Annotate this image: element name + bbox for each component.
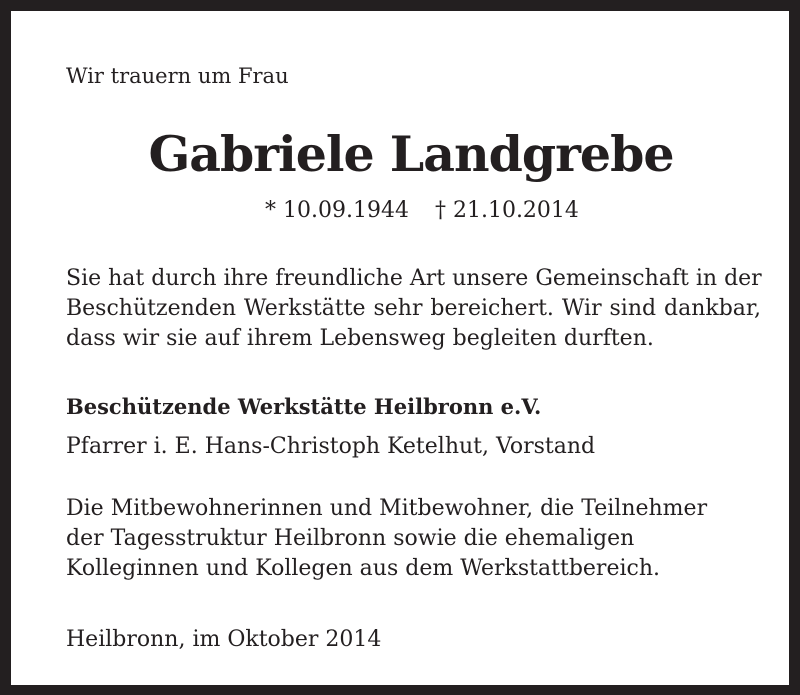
signatory: Pfarrer i. E. Hans-Christoph Ketelhut, Vorstand <box>66 434 596 459</box>
tribute-line: Beschützenden Werkstätte sehr bereichert. Wir sind dankbar, <box>66 296 761 321</box>
mourners-line: Kolleginnen und Kollegen aus dem Werkstattbereich. <box>66 556 660 581</box>
birth-date: * 10.09.1944 <box>265 198 409 223</box>
tribute-paragraph <box>66 264 761 354</box>
mourners-line: Die Mitbewohnerinnen und Mitbewohner, die Teilnehmer <box>66 496 708 521</box>
death-date: † 21.10.2014 <box>434 198 579 223</box>
tribute-line: dass wir sie auf ihrem Lebensweg begleiten durften. <box>66 326 654 351</box>
place-and-date: Heilbronn, im Oktober 2014 <box>66 627 382 652</box>
life-dates <box>265 196 579 226</box>
deceased-name: Gabriele Landgrebe <box>148 125 674 183</box>
intro-text: Wir trauern um Frau <box>66 64 289 88</box>
organization-name: Beschützende Werkstätte Heilbronn e.V. <box>66 394 542 419</box>
mourners-line: der Tagesstruktur Heilbronn sowie die ehemaligen <box>66 526 635 551</box>
tribute-line: Sie hat durch ihre freundliche Art unsere Gemeinschaft in der <box>66 266 762 291</box>
mourners-paragraph <box>66 494 707 584</box>
